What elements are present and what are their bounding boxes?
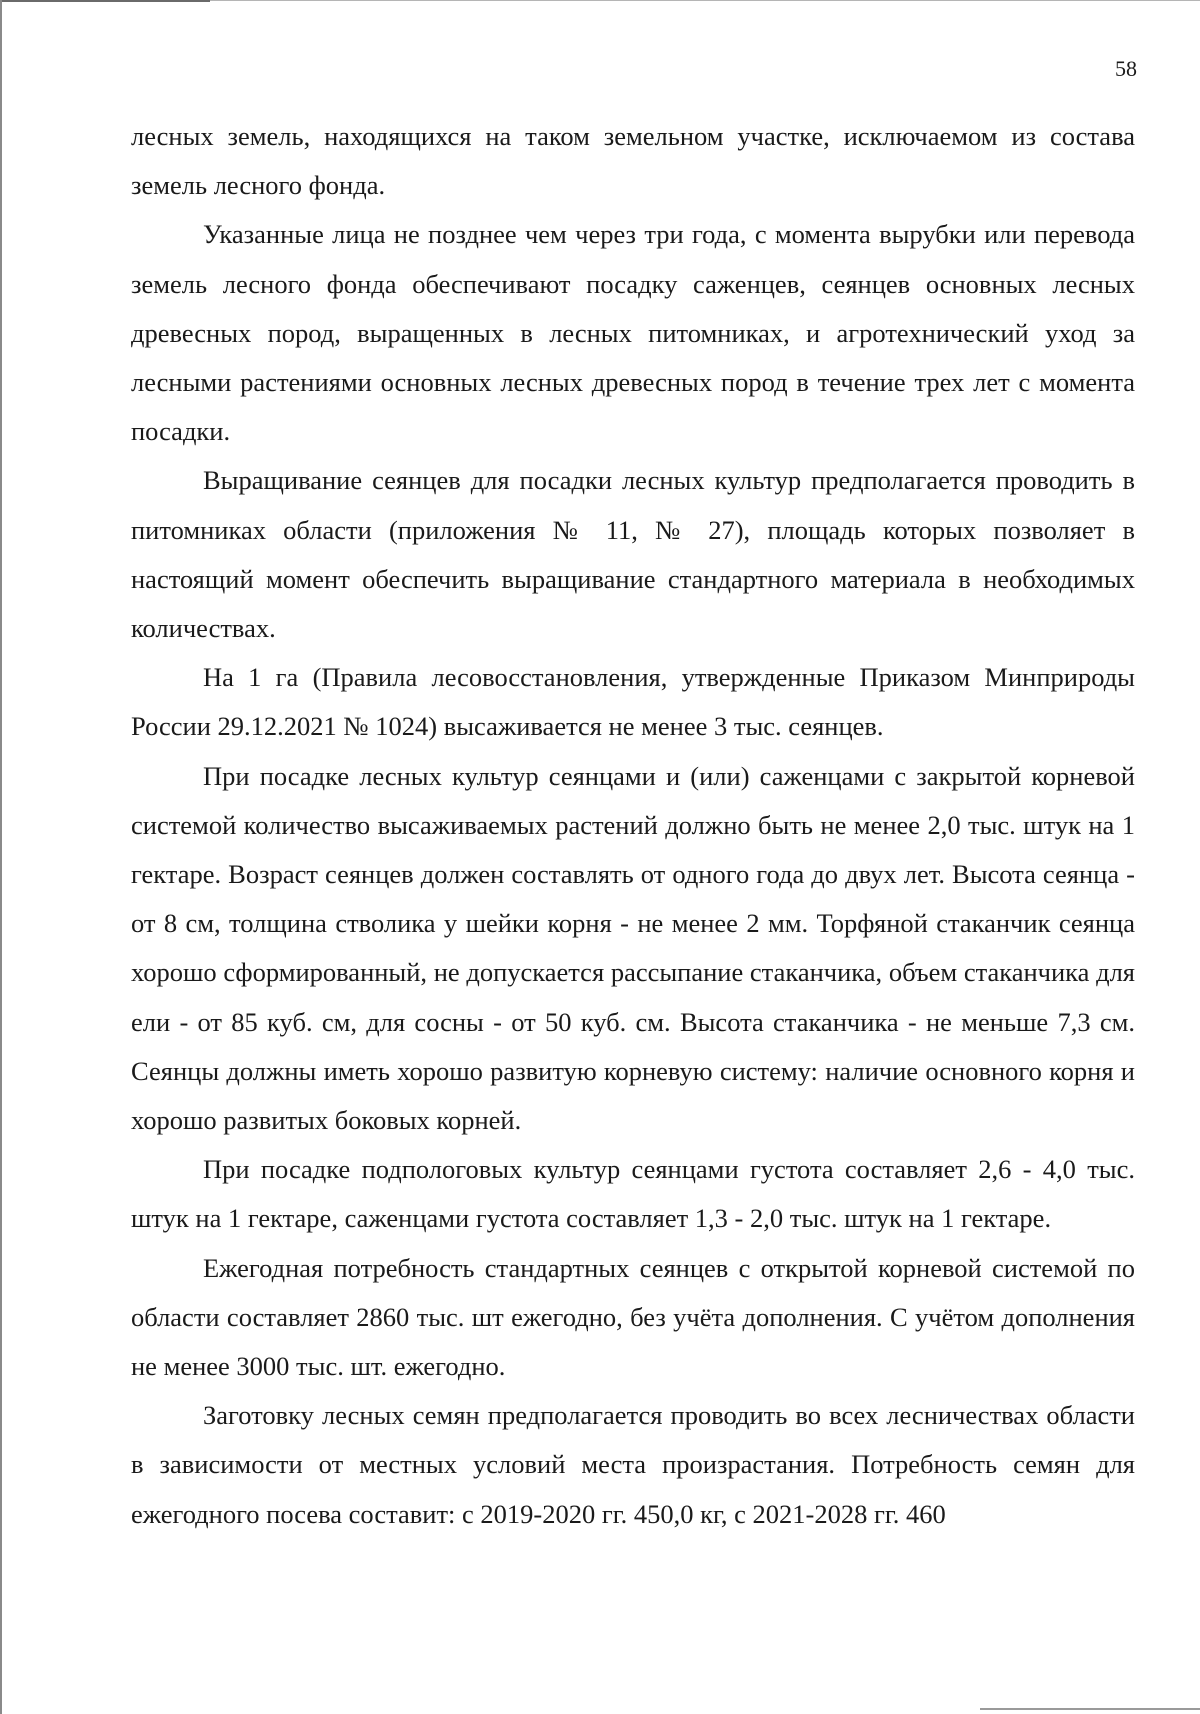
document-body: [131, 112, 1135, 1539]
paragraph: При посадке подпологовых культур сеянцами густота составляет 2,6 - 4,0 тыс. штук на 1 гектаре, саженцами густота составляет 1,3 - 2,0 тыс. штук на 1 гектаре.: [131, 1154, 1135, 1234]
page-number: 58: [1115, 56, 1137, 81]
scan-edge-bottom: [980, 1708, 1200, 1710]
paragraph-continuation: лесных земель, находящихся на таком земельном участке, исключаемом из состава земель лесного фонда.: [131, 121, 1135, 201]
scan-edge-top: [0, 0, 210, 2]
paragraph: Ежегодная потребность стандартных сеянцев с открытой корневой системой по области составляет 2860 тыс. шт ежегодно, без учёта дополнения. С учётом дополнения не менее 3000 тыс. шт. ежегодно.: [131, 1252, 1135, 1382]
paragraph: На 1 га (Правила лесовосстановления, утвержденные Приказом Минприроды России 29.12.2021 № 1024) высаживается не менее 3 тыс. сеянцев.: [131, 662, 1135, 742]
paragraph: Выращивание сеянцев для посадки лесных культур предполагается проводить в питомниках области (приложения № 11, № 27), площадь которых позволяет в настоящий момент обеспечить выращивание стандартного материала в необходимых количествах.: [131, 465, 1135, 644]
scan-edge-top-right: [210, 0, 1200, 1]
scan-edge-left: [0, 0, 2, 1714]
paragraph: Заготовку лесных семян предполагается проводить во всех лесничествах области в зависимости от местных условий места произрастания. Потребность семян для ежегодного посева составит: с 2019-2020 гг. 450,0 кг, с 2021-2028 гг. 460: [131, 1400, 1135, 1529]
paragraph: Указанные лица не позднее чем через три года, с момента вырубки или перевода земель лесного фонда обеспечивают посадку саженцев, сеянцев основных лесных древесных пород, выращенных в лесных питомниках, и агротехнический уход за лесными растениями основных лесных древесных пород в течение трех лет с момента посадки.: [131, 219, 1135, 447]
paragraph: При посадке лесных культур сеянцами и (или) саженцами с закрытой корневой системой количество высаживаемых растений должно быть не менее 2,0 тыс. штук на 1 гектаре. Возраст сеянцев должен составлять от одного года до двух лет. Высота сеянца - от 8 см, толщина стволика у шейки корня - не менее 2 мм. Торфяной стаканчик сеянца хорошо сформированный, не допускается рассыпание стаканчика, объем стаканчика для ели - от 85 куб. см, для сосны - от 50 куб. см. Высота стаканчика - не меньше 7,3 см. Сеянцы должны иметь хорошо развитую корневую систему: наличие основного корня и хорошо развитых боковых корней.: [131, 760, 1135, 1136]
